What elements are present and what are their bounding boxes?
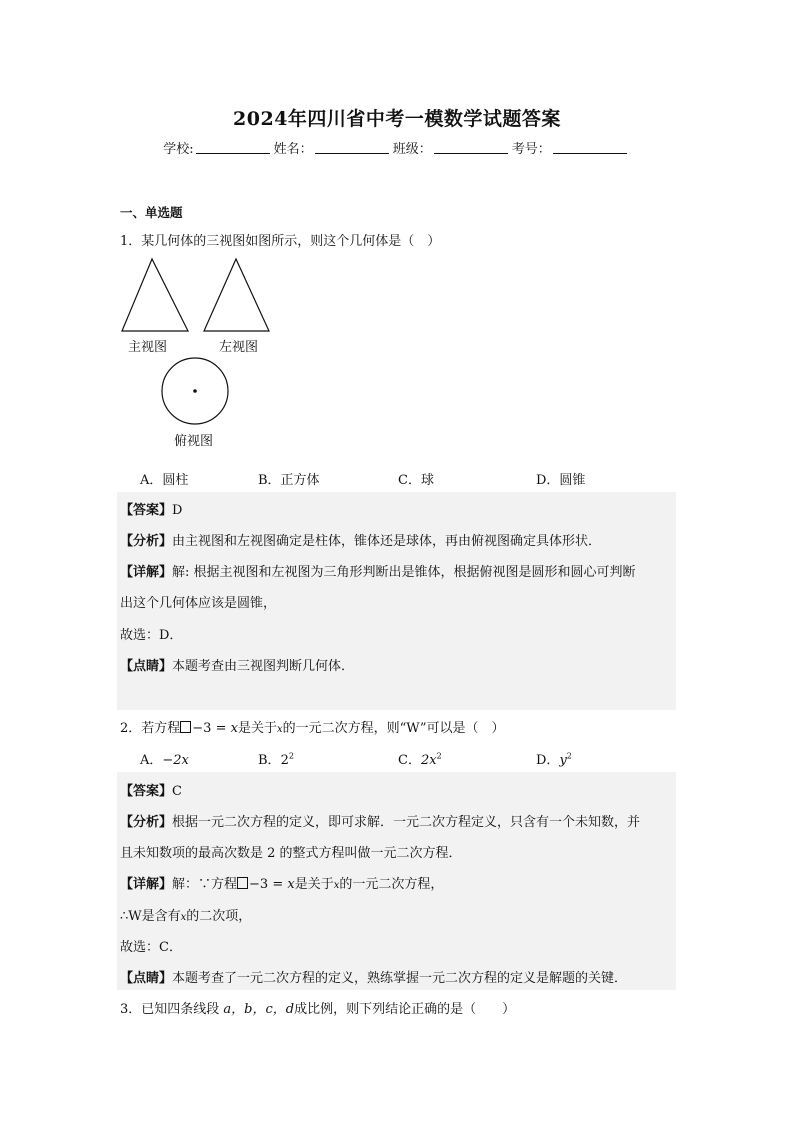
q2-option-b-label: B． <box>258 753 281 768</box>
q2-option-b-expr: 2 <box>280 753 289 768</box>
class-label: 班级： <box>392 142 432 157</box>
q2-detail-tag: 【详解】 <box>120 877 173 892</box>
top-view-center-dot <box>193 389 197 393</box>
q2-analysis-tag: 【分析】 <box>120 815 173 830</box>
school-blank <box>196 141 270 154</box>
q2-option-c-sup: 2 <box>436 751 442 761</box>
q1-detail-line1 <box>120 561 636 580</box>
q2-option-d-sup: 2 <box>566 751 572 761</box>
q1-comment-text: 本题考查由三视图判断几何体． <box>172 659 355 674</box>
q2-detail-2b: x <box>180 912 187 923</box>
q2-option-d-label: D． <box>536 753 560 768</box>
q1-choose: 故选：D． <box>120 628 183 643</box>
q2-analysis-line1 <box>120 811 640 830</box>
placeholder-box-icon <box>180 721 191 733</box>
q1-answer <box>120 499 182 518</box>
q2-choose: 故选：C． <box>120 940 182 955</box>
q2-detail-1c: x <box>287 877 295 892</box>
q1-analysis-text: 由主视图和左视图确定是柱体，锥体还是球体，再由俯视图确定具体形状． <box>172 534 602 549</box>
q2-option-b-sup: 2 <box>288 751 294 761</box>
q2-comment <box>120 967 627 986</box>
front-view-triangle <box>122 259 188 331</box>
q2-option-a-expr: −2x <box>162 753 189 768</box>
q2-detail-1f: 的一元二次方程， <box>339 877 444 892</box>
student-info-line <box>0 138 794 157</box>
q2-option-c <box>398 749 442 768</box>
exam-no-label: 考号： <box>511 142 551 157</box>
q2-option-b <box>258 749 294 768</box>
q2-detail-1d: 是关于 <box>294 877 334 892</box>
q3-stem-prefix: 3．已知四条线段 <box>120 1002 224 1017</box>
q2-option-c-label: C． <box>398 753 421 768</box>
q3-stem-vars: a，b，c，d <box>223 1002 295 1017</box>
q2-detail-1b: −3 = <box>249 877 288 892</box>
exam-no-blank <box>553 141 627 154</box>
class-blank <box>434 141 508 154</box>
section-heading: 一、单选题 <box>120 205 183 220</box>
q2-stem-x2: x <box>276 724 283 735</box>
q2-stem-x: x <box>230 721 238 736</box>
q2-option-d-expr: y <box>559 753 567 768</box>
left-view-label: 左视图 <box>219 340 259 355</box>
q2-analysis-text1: 根据一元二次方程的定义，即可求解．一元二次方程定义，只含有一个未知数，并 <box>172 815 641 830</box>
q1-comment-tag: 【点睛】 <box>120 659 173 674</box>
q2-answer <box>120 780 182 799</box>
q2-detail-1a: 解：∵方程 <box>172 877 238 892</box>
q2-option-d <box>536 749 572 768</box>
placeholder-box-icon <box>237 877 248 889</box>
q2-stem-eq: −3 = <box>192 721 231 736</box>
top-view-label: 俯视图 <box>174 434 214 449</box>
q1-comment <box>120 655 354 674</box>
q2-detail-line1 <box>120 873 443 892</box>
q1-option-b: B．正方体 <box>258 473 320 488</box>
q2-option-a <box>140 749 189 768</box>
q2-stem <box>120 717 505 736</box>
q2-option-c-expr: 2x <box>420 753 437 768</box>
q2-stem-prefix: 2．若方程 <box>120 721 181 736</box>
q2-option-a-label: A． <box>140 753 163 768</box>
q2-comment-text: 本题考查了一元二次方程的定义，熟练掌握一元二次方程的定义是解题的关键． <box>172 971 628 986</box>
q2-answer-tag: 【答案】 <box>120 784 173 799</box>
school-label: 学校: <box>163 142 194 157</box>
q2-stem-about: 是关于 <box>237 721 277 736</box>
name-label: 姓名： <box>273 142 313 157</box>
left-view-triangle <box>204 259 269 331</box>
q1-answer-tag: 【答案】 <box>120 503 173 518</box>
q1-detail-tag: 【详解】 <box>120 565 173 580</box>
q2-detail-2a: ∴W是含有 <box>120 909 181 924</box>
q1-analysis-tag: 【分析】 <box>120 534 173 549</box>
q1-analysis <box>120 530 601 549</box>
name-blank <box>315 141 389 154</box>
q1-detail-line2: 出这个几何体应该是圆锥， <box>120 596 277 611</box>
q3-stem-suffix: 成比例，则下列结论正确的是（ ） <box>294 1002 516 1017</box>
q2-detail-line2 <box>120 905 251 924</box>
q3-stem <box>120 998 515 1017</box>
q2-stem-suffix: 的一元二次方程，则“W”可以是（ ） <box>282 721 505 736</box>
q1-option-d: D．圆锥 <box>536 473 586 488</box>
q2-answer-value: C <box>172 784 182 799</box>
q1-answer-value: D <box>172 503 183 518</box>
q2-analysis-line2: 且未知数项的最高次数是 2 的整式方程叫做一元二次方程． <box>120 846 462 861</box>
q1-option-a: A．圆柱 <box>140 473 189 488</box>
q1-detail-text1: 解: 根据主视图和左视图为三角形判断出是锥体，根据俯视图是圆形和圆心可判断 <box>172 565 636 580</box>
q2-detail-2c: 的二次项， <box>186 909 252 924</box>
front-view-label: 主视图 <box>128 340 168 355</box>
page-title: 2024年四川省中考一模数学试题答案 <box>233 108 561 130</box>
q2-detail-1e: x <box>333 880 340 891</box>
q1-option-c: C．球 <box>398 473 434 488</box>
q2-comment-tag: 【点睛】 <box>120 971 173 986</box>
q1-stem: 1．某几何体的三视图如图所示，则这个几何体是（ ） <box>120 234 441 249</box>
